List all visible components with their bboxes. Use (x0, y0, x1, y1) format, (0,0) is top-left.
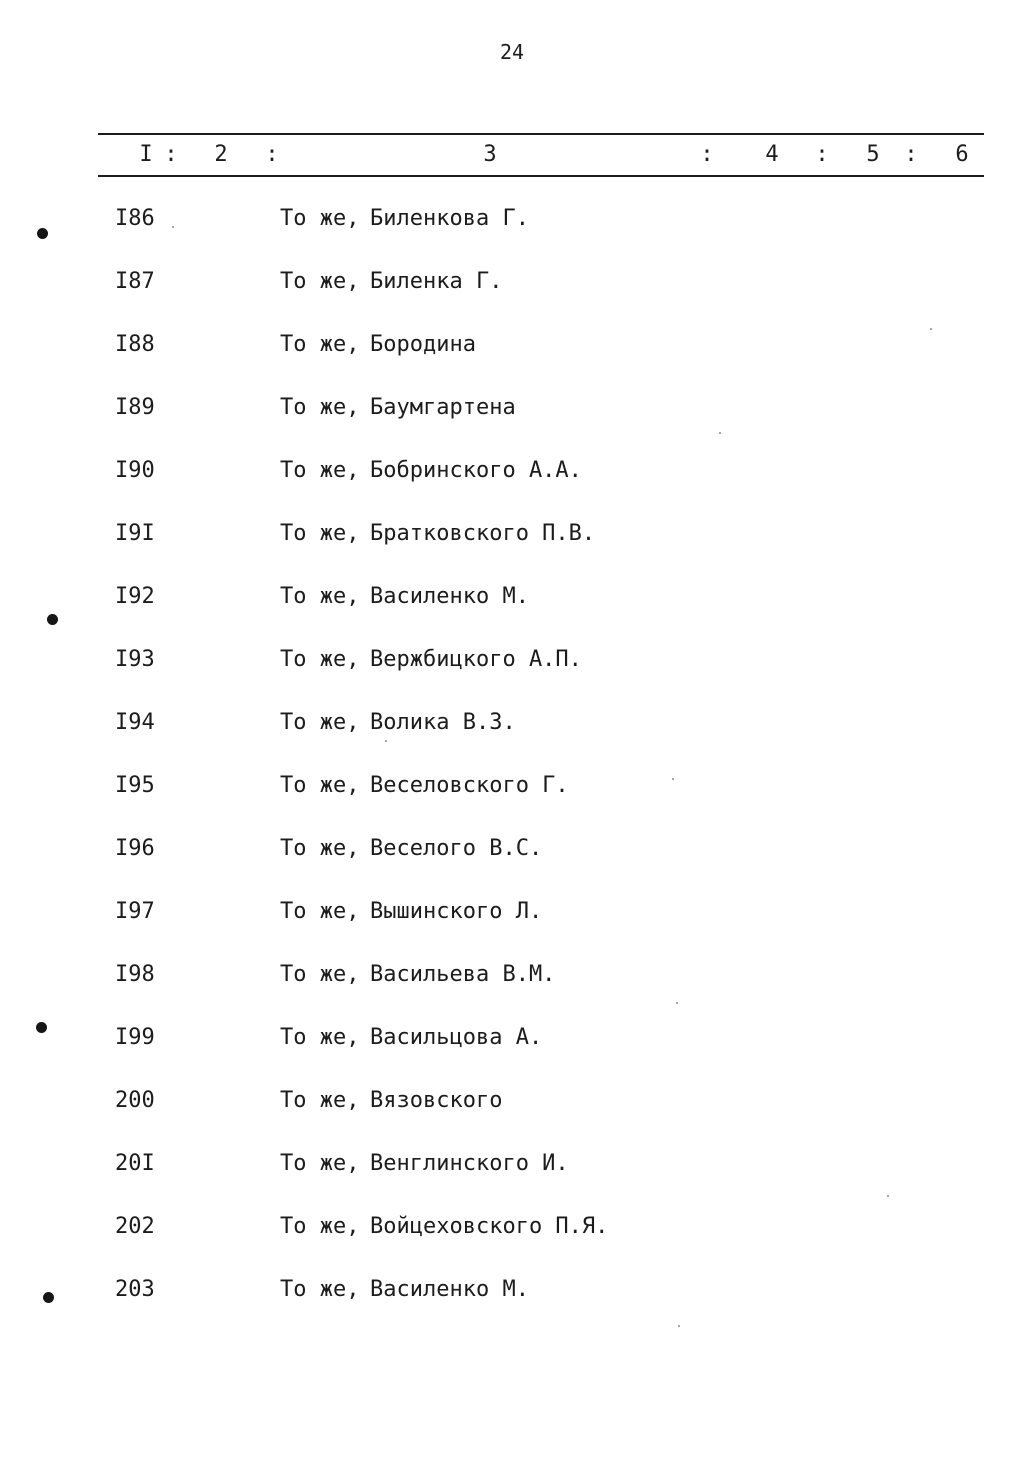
row-number: I98 (115, 962, 155, 987)
row-name: Биленка Г. (370, 269, 503, 294)
row-name: Бородина (370, 332, 476, 357)
row-name: Баумгартена (370, 395, 516, 420)
page-number: 24 (499, 40, 525, 64)
table-header-top-rule (98, 133, 984, 135)
row-name: Вержбицкого А.П. (370, 647, 582, 672)
table-row (0, 836, 1024, 876)
row-name: Васильева В.М. (370, 962, 556, 987)
table-row (0, 899, 1024, 939)
table-row (0, 1088, 1024, 1128)
row-number: I97 (115, 899, 155, 924)
row-number: I94 (115, 710, 155, 735)
table-row (0, 1025, 1024, 1065)
row-name: Вязовского (370, 1088, 503, 1113)
row-name: Волика В.З. (370, 710, 516, 735)
table-row (0, 395, 1024, 435)
punch-hole-mark (37, 228, 48, 239)
row-number: I89 (115, 395, 155, 420)
row-ditto: То же, (280, 773, 360, 798)
row-ditto: То же, (280, 710, 360, 735)
row-number: I93 (115, 647, 155, 672)
row-name: Василенко М. (370, 1277, 529, 1302)
row-ditto: То же, (280, 647, 360, 672)
punch-hole-mark (36, 1022, 47, 1033)
table-row (0, 773, 1024, 813)
table-row (0, 647, 1024, 687)
table-header-bottom-rule (98, 175, 984, 177)
row-ditto: То же, (280, 1277, 360, 1302)
row-number: 20I (115, 1151, 155, 1176)
scan-speck (678, 1325, 680, 1327)
table-row (0, 458, 1024, 498)
row-ditto: То же, (280, 584, 360, 609)
scan-speck (930, 328, 932, 330)
row-number: I99 (115, 1025, 155, 1050)
column-header-3: 3 (483, 142, 497, 167)
row-ditto: То же, (280, 332, 360, 357)
row-number: I88 (115, 332, 155, 357)
column-header-1: I (139, 142, 153, 167)
column-separator: : (700, 142, 714, 167)
table-row (0, 584, 1024, 624)
table-row (0, 1151, 1024, 1191)
row-number: I87 (115, 269, 155, 294)
table-row (0, 962, 1024, 1002)
row-ditto: То же, (280, 269, 360, 294)
column-header-4: 4 (765, 142, 779, 167)
table-row (0, 332, 1024, 372)
row-ditto: То же, (280, 458, 360, 483)
row-name: Вышинского Л. (370, 899, 543, 924)
row-ditto: То же, (280, 1151, 360, 1176)
column-header-2: 2 (214, 142, 228, 167)
row-name: Бобринского А.А. (370, 458, 582, 483)
row-number: I90 (115, 458, 155, 483)
column-separator: : (265, 142, 279, 167)
row-number: I95 (115, 773, 155, 798)
column-separator: : (904, 142, 918, 167)
row-ditto: То же, (280, 1025, 360, 1050)
row-number: 200 (115, 1088, 155, 1113)
column-header-6: 6 (955, 142, 969, 167)
row-number: I96 (115, 836, 155, 861)
row-number: 202 (115, 1214, 155, 1239)
row-name: Василенко М. (370, 584, 529, 609)
punch-hole-mark (43, 1292, 54, 1303)
punch-hole-mark (47, 614, 58, 625)
row-name: Веселовского Г. (370, 773, 569, 798)
table-row (0, 1214, 1024, 1254)
scan-speck (676, 1002, 678, 1004)
row-ditto: То же, (280, 206, 360, 231)
column-header-5: 5 (866, 142, 880, 167)
row-ditto: То же, (280, 521, 360, 546)
row-number: I9I (115, 521, 155, 546)
row-ditto: То же, (280, 836, 360, 861)
row-ditto: То же, (280, 962, 360, 987)
scan-speck (672, 778, 674, 780)
row-name: Войцеховского П.Я. (370, 1214, 609, 1239)
scan-speck (385, 740, 387, 742)
row-name: Венглинского И. (370, 1151, 569, 1176)
row-number: 203 (115, 1277, 155, 1302)
row-name: Биленкова Г. (370, 206, 529, 231)
row-ditto: То же, (280, 1214, 360, 1239)
scan-speck (887, 1195, 889, 1197)
row-ditto: То же, (280, 1088, 360, 1113)
column-separator: : (164, 142, 178, 167)
row-number: I92 (115, 584, 155, 609)
row-name: Васильцова А. (370, 1025, 543, 1050)
table-row (0, 1277, 1024, 1317)
scan-speck (172, 226, 174, 228)
row-name: Веселого В.С. (370, 836, 543, 861)
row-ditto: То же, (280, 395, 360, 420)
table-row (0, 269, 1024, 309)
row-ditto: То же, (280, 899, 360, 924)
table-row (0, 206, 1024, 246)
column-separator: : (815, 142, 829, 167)
row-number: I86 (115, 206, 155, 231)
table-row (0, 710, 1024, 750)
scan-speck (719, 432, 721, 434)
table-row (0, 521, 1024, 561)
row-name: Братковского П.В. (370, 521, 596, 546)
